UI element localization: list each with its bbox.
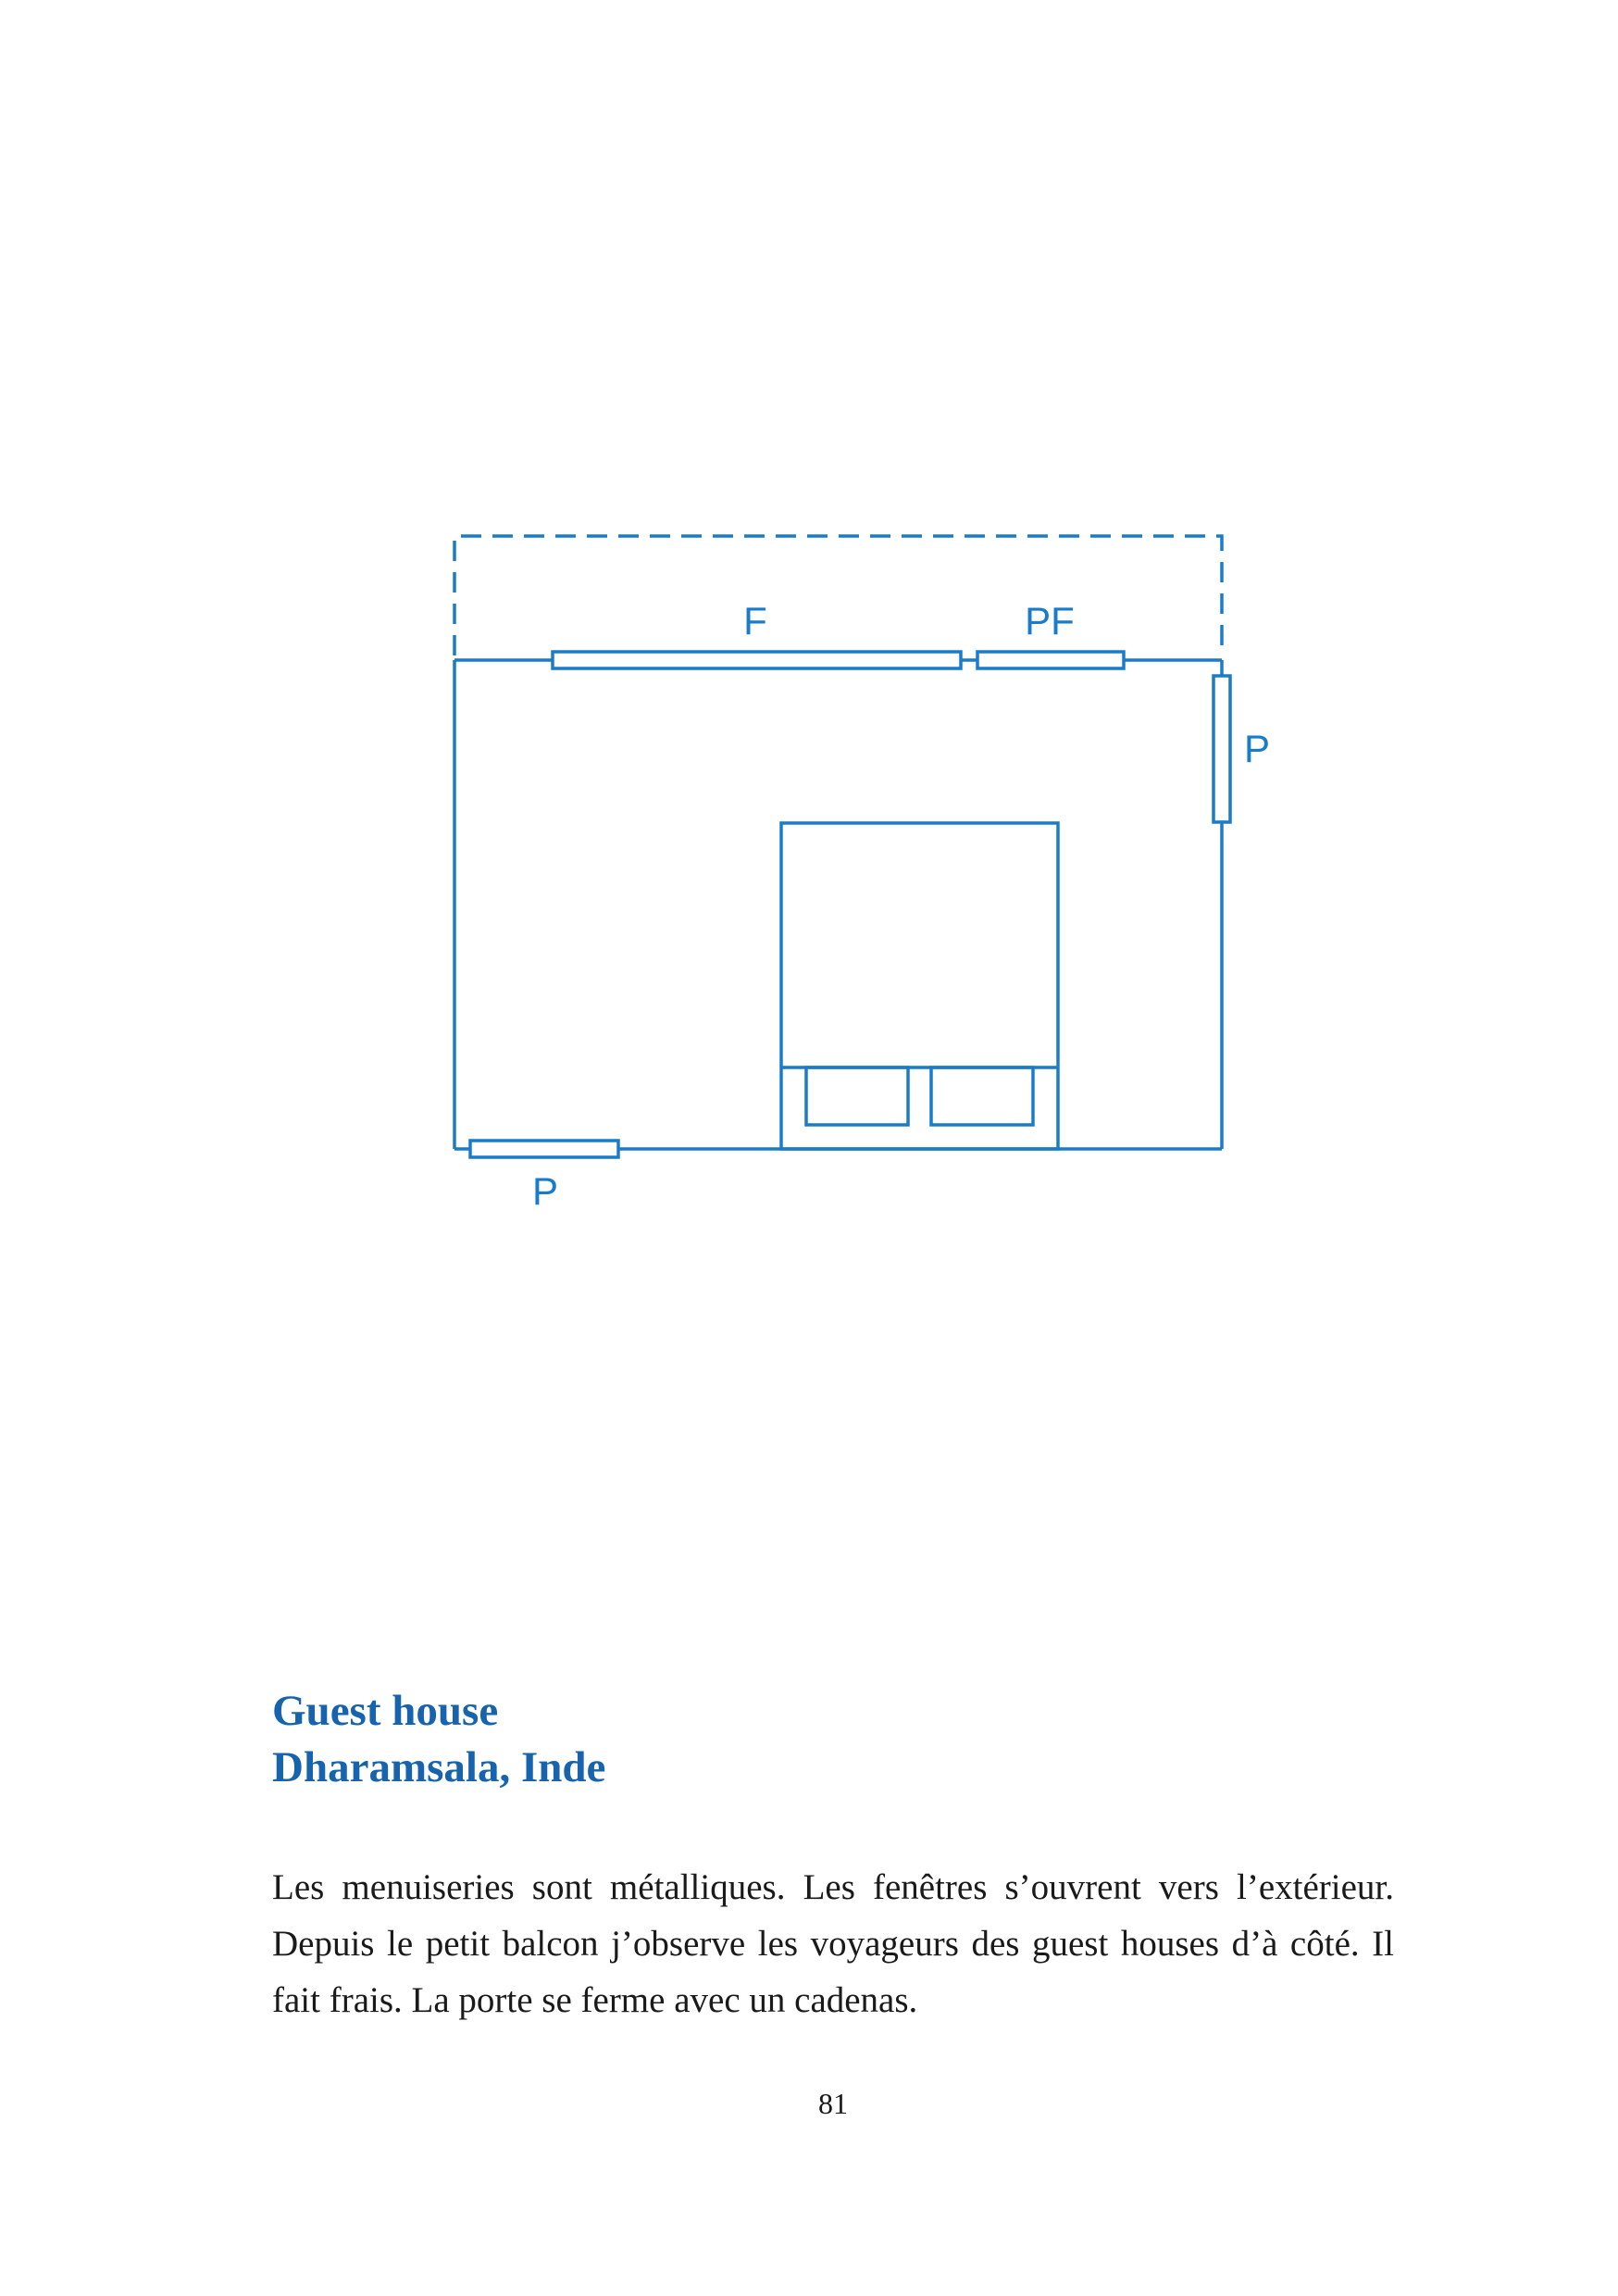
pillow-left <box>806 1067 908 1125</box>
french-window-pf <box>977 652 1124 668</box>
window-f <box>553 652 961 668</box>
pillow-right <box>931 1067 1033 1125</box>
label-door-right: P <box>1243 727 1271 770</box>
heading-title: Guest house <box>272 1687 499 1735</box>
door-right <box>1214 676 1230 822</box>
label-door-bottom: P <box>531 1169 559 1213</box>
page-heading <box>272 1683 1383 1796</box>
door-bottom <box>470 1141 618 1157</box>
balcony-outline <box>454 536 1222 655</box>
label-window-f: F <box>743 599 767 643</box>
label-french-window-pf: PF <box>1025 599 1075 643</box>
heading-location: Dharamsala, Inde <box>272 1743 606 1791</box>
bed <box>781 823 1058 1149</box>
body-paragraph: Les menuiseries sont métalliques. Les fenêtres s’ouvrent vers l’extérieur. Depuis le petit balcon j’observe les voyageurs des guest houses d’à côté. Il fait frais. La porte se ferme avec un cadenas. <box>272 1867 1394 2020</box>
page-number: 81 <box>818 2087 848 2120</box>
